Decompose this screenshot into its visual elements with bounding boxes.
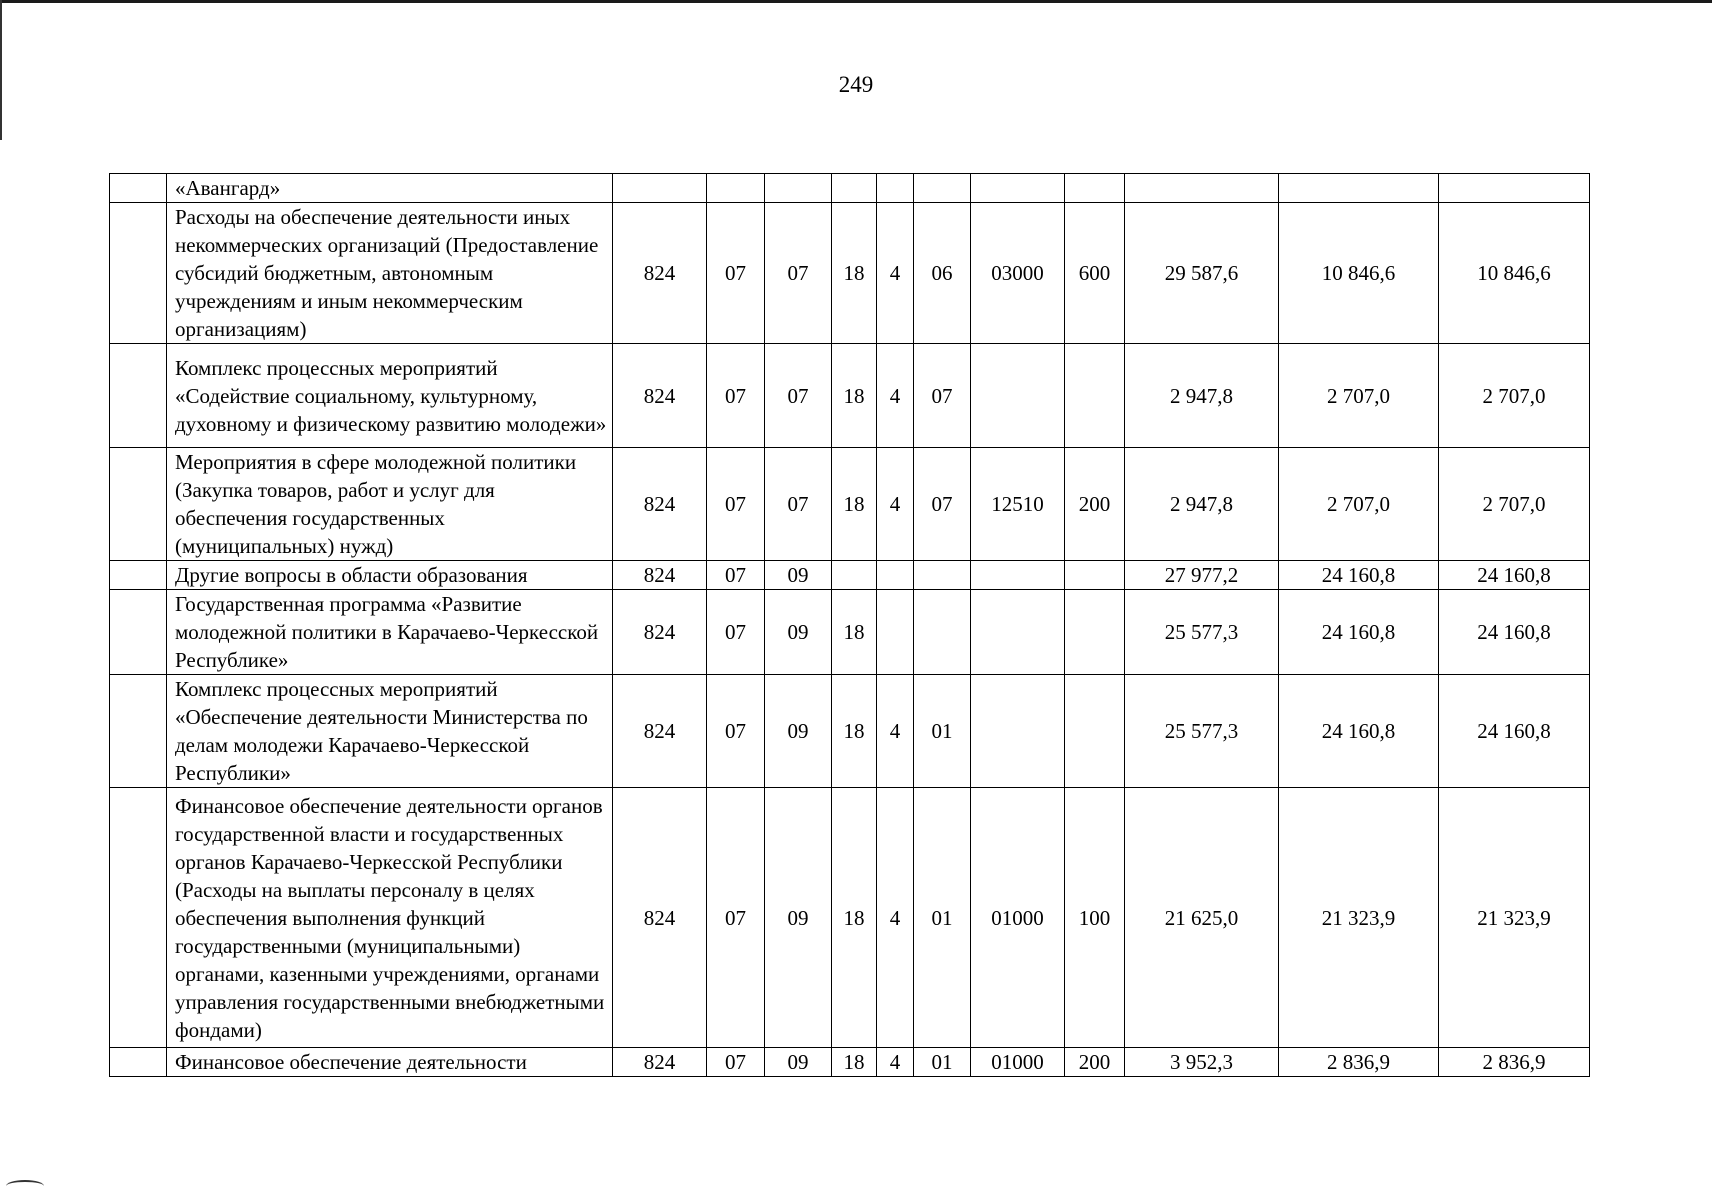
row-index-cell (110, 788, 167, 1048)
item-name-cell: Другие вопросы в области образования (167, 561, 613, 590)
program-cell (832, 174, 877, 203)
direction-cell (971, 561, 1065, 590)
section-cell: 07 (707, 561, 765, 590)
section-cell: 07 (707, 344, 765, 448)
subprogram-cell: 4 (877, 448, 914, 561)
event-cell: 07 (914, 448, 971, 561)
admin-code-cell (613, 174, 707, 203)
subprogram-cell: 4 (877, 788, 914, 1048)
year2-amount-cell: 24 160,8 (1279, 590, 1439, 675)
direction-cell (971, 590, 1065, 675)
direction-cell: 03000 (971, 203, 1065, 344)
direction-cell (971, 675, 1065, 788)
table-row (110, 1048, 1590, 1077)
row-index-cell (110, 590, 167, 675)
subsection-cell: 07 (765, 344, 832, 448)
direction-cell: 12510 (971, 448, 1065, 561)
event-cell: 01 (914, 788, 971, 1048)
year2-amount-cell: 2 707,0 (1279, 344, 1439, 448)
subprogram-cell (877, 590, 914, 675)
year2-amount-cell: 2 707,0 (1279, 448, 1439, 561)
year2-amount-cell (1279, 174, 1439, 203)
row-index-cell (110, 448, 167, 561)
year3-amount-cell: 24 160,8 (1439, 675, 1590, 788)
budget-table (109, 173, 1590, 1077)
expense-type-cell (1065, 561, 1125, 590)
section-cell: 07 (707, 203, 765, 344)
direction-cell: 01000 (971, 788, 1065, 1048)
table-row (110, 675, 1590, 788)
table-row (110, 788, 1590, 1048)
item-name-cell: Комплекс процессных мероприятий «Содействие социальному, культурному, духовному и физическому развитию молодежи» (167, 344, 613, 448)
subprogram-cell (877, 174, 914, 203)
row-index-cell (110, 203, 167, 344)
expense-type-cell (1065, 174, 1125, 203)
expense-type-cell (1065, 344, 1125, 448)
year1-amount-cell: 21 625,0 (1125, 788, 1279, 1048)
admin-code-cell: 824 (613, 448, 707, 561)
event-cell (914, 561, 971, 590)
item-name-cell: Расходы на обеспечение деятельности иных некоммерческих организаций (Предоставление субсидий бюджетным, автономным учреждениям и иным некоммерческим организациям) (167, 203, 613, 344)
event-cell (914, 590, 971, 675)
year3-amount-cell: 21 323,9 (1439, 788, 1590, 1048)
year1-amount-cell (1125, 174, 1279, 203)
year2-amount-cell: 24 160,8 (1279, 675, 1439, 788)
program-cell (832, 561, 877, 590)
table-row (110, 203, 1590, 344)
subsection-cell: 09 (765, 675, 832, 788)
year1-amount-cell: 2 947,8 (1125, 344, 1279, 448)
year3-amount-cell (1439, 174, 1590, 203)
year1-amount-cell: 3 952,3 (1125, 1048, 1279, 1077)
program-cell: 18 (832, 590, 877, 675)
event-cell: 07 (914, 344, 971, 448)
item-name-cell: Финансовое обеспечение деятельности органов государственной власти и государственных органов Карачаево-Черкесской Республики (Расходы на выплаты персоналу в целях обеспечения выполнения функций государственными (муниципальными) органами, казенными учреждениями, органами управления государственными внебюджетными фондами) (167, 788, 613, 1048)
year3-amount-cell: 10 846,6 (1439, 203, 1590, 344)
subsection-cell (765, 174, 832, 203)
subsection-cell: 07 (765, 448, 832, 561)
subsection-cell: 09 (765, 590, 832, 675)
direction-cell (971, 344, 1065, 448)
expense-type-cell (1065, 675, 1125, 788)
event-cell: 06 (914, 203, 971, 344)
expense-type-cell: 200 (1065, 448, 1125, 561)
table-row (110, 590, 1590, 675)
row-index-cell (110, 1048, 167, 1077)
item-name-cell: Финансовое обеспечение деятельности (167, 1048, 613, 1077)
direction-cell: 01000 (971, 1048, 1065, 1077)
page-number: 249 (838, 72, 874, 97)
year3-amount-cell: 2 707,0 (1439, 344, 1590, 448)
year1-amount-cell: 29 587,6 (1125, 203, 1279, 344)
expense-type-cell: 600 (1065, 203, 1125, 344)
expense-type-cell (1065, 590, 1125, 675)
subprogram-cell (877, 561, 914, 590)
table-row (110, 174, 1590, 203)
section-cell: 07 (707, 788, 765, 1048)
event-cell: 01 (914, 1048, 971, 1077)
year3-amount-cell: 24 160,8 (1439, 590, 1590, 675)
event-cell: 01 (914, 675, 971, 788)
subprogram-cell: 4 (877, 344, 914, 448)
expense-type-cell: 200 (1065, 1048, 1125, 1077)
year2-amount-cell: 24 160,8 (1279, 561, 1439, 590)
item-name-cell: Комплекс процессных мероприятий «Обеспечение деятельности Министерства по делам молодежи Карачаево-Черкесской Республики» (167, 675, 613, 788)
expense-type-cell: 100 (1065, 788, 1125, 1048)
row-index-cell (110, 561, 167, 590)
subsection-cell: 09 (765, 561, 832, 590)
admin-code-cell: 824 (613, 203, 707, 344)
program-cell: 18 (832, 344, 877, 448)
subsection-cell: 09 (765, 1048, 832, 1077)
year1-amount-cell: 27 977,2 (1125, 561, 1279, 590)
section-cell: 07 (707, 448, 765, 561)
subsection-cell: 07 (765, 203, 832, 344)
program-cell: 18 (832, 788, 877, 1048)
table-body (110, 174, 1590, 1077)
table-row (110, 448, 1590, 561)
year2-amount-cell: 10 846,6 (1279, 203, 1439, 344)
year3-amount-cell: 2 707,0 (1439, 448, 1590, 561)
year2-amount-cell: 21 323,9 (1279, 788, 1439, 1048)
table-row (110, 344, 1590, 448)
program-cell: 18 (832, 675, 877, 788)
year3-amount-cell: 2 836,9 (1439, 1048, 1590, 1077)
scan-edge-top (0, 0, 1712, 3)
direction-cell (971, 174, 1065, 203)
subprogram-cell: 4 (877, 203, 914, 344)
row-index-cell (110, 174, 167, 203)
scan-artifact (6, 1180, 44, 1192)
section-cell (707, 174, 765, 203)
admin-code-cell: 824 (613, 344, 707, 448)
admin-code-cell: 824 (613, 1048, 707, 1077)
event-cell (914, 174, 971, 203)
year1-amount-cell: 25 577,3 (1125, 590, 1279, 675)
year1-amount-cell: 25 577,3 (1125, 675, 1279, 788)
item-name-cell: «Авангард» (167, 174, 613, 203)
row-index-cell (110, 344, 167, 448)
section-cell: 07 (707, 590, 765, 675)
admin-code-cell: 824 (613, 788, 707, 1048)
admin-code-cell: 824 (613, 590, 707, 675)
section-cell: 07 (707, 675, 765, 788)
item-name-cell: Мероприятия в сфере молодежной политики (Закупка товаров, работ и услуг для обеспечения государственных (муниципальных) нужд) (167, 448, 613, 561)
admin-code-cell: 824 (613, 675, 707, 788)
item-name-cell: Государственная программа «Развитие молодежной политики в Карачаево-Черкесской Республике» (167, 590, 613, 675)
year2-amount-cell: 2 836,9 (1279, 1048, 1439, 1077)
subprogram-cell: 4 (877, 675, 914, 788)
program-cell: 18 (832, 448, 877, 561)
program-cell: 18 (832, 203, 877, 344)
subsection-cell: 09 (765, 788, 832, 1048)
section-cell: 07 (707, 1048, 765, 1077)
table-row (110, 561, 1590, 590)
program-cell: 18 (832, 1048, 877, 1077)
year3-amount-cell: 24 160,8 (1439, 561, 1590, 590)
year1-amount-cell: 2 947,8 (1125, 448, 1279, 561)
row-index-cell (110, 675, 167, 788)
admin-code-cell: 824 (613, 561, 707, 590)
scan-edge-left (0, 0, 2, 140)
subprogram-cell: 4 (877, 1048, 914, 1077)
